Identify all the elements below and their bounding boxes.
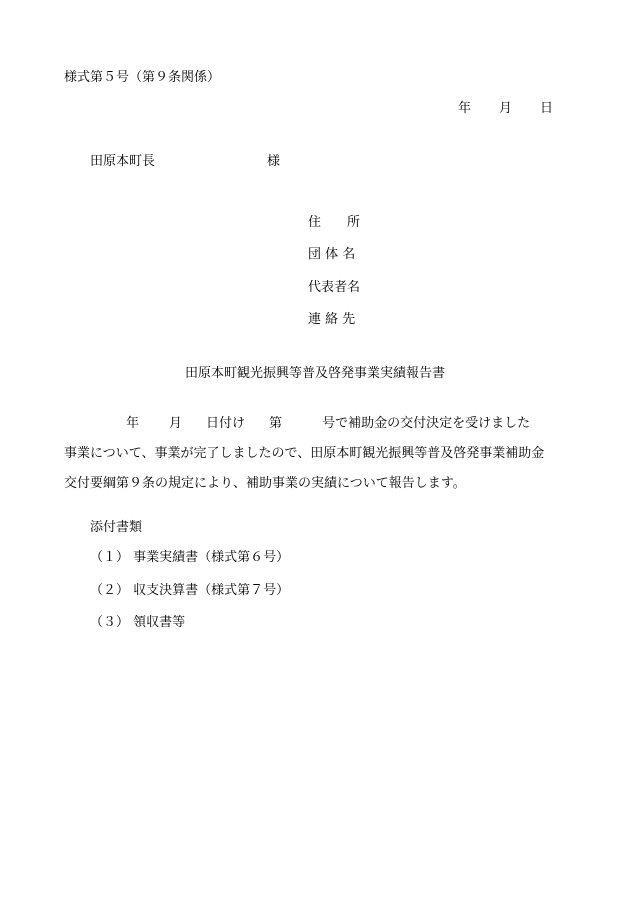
date-line: [458, 97, 553, 116]
attachments-heading: 添付書類: [90, 520, 143, 535]
document-title: 田原本町観光振興等普及啓発事業実績報告書: [184, 366, 445, 381]
body-dai: 第: [269, 416, 283, 431]
applicant-field-label: 連 絡 先: [308, 312, 356, 327]
applicant-field-address: [308, 211, 368, 230]
recipient-honorific: 様: [267, 154, 281, 169]
attachment-item: （２） 収支決算書（様式第７号）: [90, 583, 290, 598]
body-day-suffix: 日付け: [206, 416, 246, 431]
body-line-3: 交付要綱第９条の規定により、補助事業の実績について報告します。: [64, 476, 466, 491]
recipient: [90, 150, 280, 169]
body-line1-rest: 号で補助金の交付決定を受けました: [322, 416, 531, 431]
date-month-label: 月: [499, 101, 513, 116]
applicant-field-label: 住 所: [308, 215, 361, 230]
body-paragraph: [64, 409, 544, 499]
attachment-item: （３） 領収書等: [90, 615, 186, 630]
body-year: 年: [126, 416, 140, 431]
body-line-1: [64, 409, 544, 439]
date-day-label: 日: [540, 101, 554, 116]
applicant-field-contact: [308, 308, 368, 327]
attachment-item: （１） 事業実績書（様式第６号）: [90, 550, 290, 565]
applicant-field-label: 代表者名: [308, 280, 361, 295]
form-number: 様式第５号（第９条関係）: [64, 70, 221, 85]
date-year-label: 年: [458, 101, 472, 116]
body-line-2: 事業について、事業が完了しましたので、田原本町観光振興等普及啓発事業補助金: [64, 446, 545, 461]
body-month: 月: [169, 416, 183, 431]
applicant-field-label: 団 体 名: [308, 247, 356, 262]
recipient-name: 田原本町長: [90, 154, 156, 169]
applicant-field-representative: [308, 276, 368, 295]
applicant-field-organization: [308, 243, 368, 262]
